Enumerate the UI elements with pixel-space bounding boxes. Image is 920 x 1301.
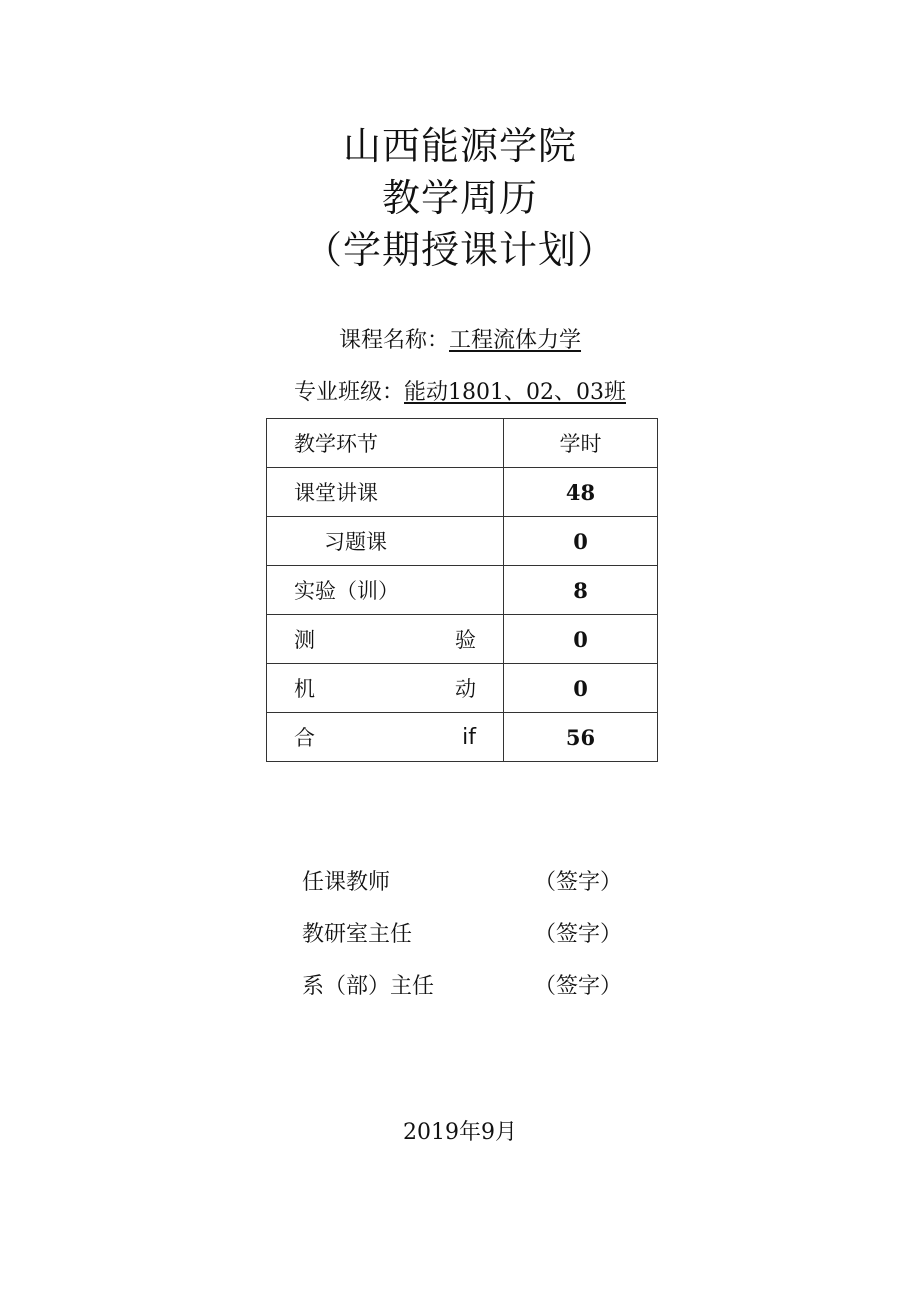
course-name-value: 工程流体力学 <box>449 328 582 353</box>
row-hours-total: 56 <box>504 713 658 762</box>
row-label-total <box>267 713 504 762</box>
row-label-exercise <box>267 517 504 566</box>
class-label: 专业班级： <box>294 380 405 405</box>
row-hours-lab: 8 <box>504 566 658 615</box>
row-label-lecture: 课堂讲课 <box>267 468 504 517</box>
header-hours-cell: 学时 <box>504 419 658 468</box>
row-hours-flexible: 0 <box>504 664 658 713</box>
table-header-row <box>267 419 658 468</box>
document-date: 2019年9月 <box>403 1120 517 1145</box>
document-title <box>0 120 920 276</box>
row-hours-test: 0 <box>504 615 658 664</box>
header-segment-cell: 教学环节 <box>267 419 504 468</box>
row-label-lab: 实验（训） <box>267 566 504 615</box>
class-value: 能动1801、02、03班 <box>404 380 626 405</box>
table-row <box>267 664 658 713</box>
row-label-flexible <box>267 664 504 713</box>
document-subtitle: （学期授课计划） <box>303 228 616 272</box>
flexible-label-part-b: 动 <box>455 677 476 701</box>
row-label-test <box>267 615 504 664</box>
table-row <box>267 713 658 762</box>
table-row <box>267 468 658 517</box>
row-hours-exercise: 0 <box>504 517 658 566</box>
course-name-label: 课程名称： <box>338 328 449 353</box>
total-label-part-b: if <box>462 724 476 750</box>
teaching-hours-table <box>266 418 658 762</box>
signature-placeholder-teacher: （签字） <box>534 870 623 895</box>
course-name-line <box>0 326 920 356</box>
class-line <box>0 378 920 408</box>
table-row <box>267 566 658 615</box>
table-row <box>267 517 658 566</box>
signature-role-teacher: 任课教师 <box>302 870 391 895</box>
institution-name: 山西能源学院 <box>342 124 577 168</box>
signature-role-dept-head: 系（部）主任 <box>302 974 435 999</box>
exercise-label-text: 习题课 <box>324 530 387 554</box>
row-hours-lecture: 48 <box>504 468 658 517</box>
test-label-part-a: 测 <box>294 628 315 652</box>
total-label-part-a: 合 <box>294 726 315 750</box>
signature-placeholder-dept-head: （签字） <box>534 974 623 999</box>
flexible-label-part-a: 机 <box>294 677 315 701</box>
signature-placeholder-office-head: （签字） <box>534 922 623 947</box>
document-type: 教学周历 <box>381 176 538 220</box>
table-row <box>267 615 658 664</box>
test-label-part-b: 验 <box>455 628 476 652</box>
signature-role-office-head: 教研室主任 <box>302 922 413 947</box>
